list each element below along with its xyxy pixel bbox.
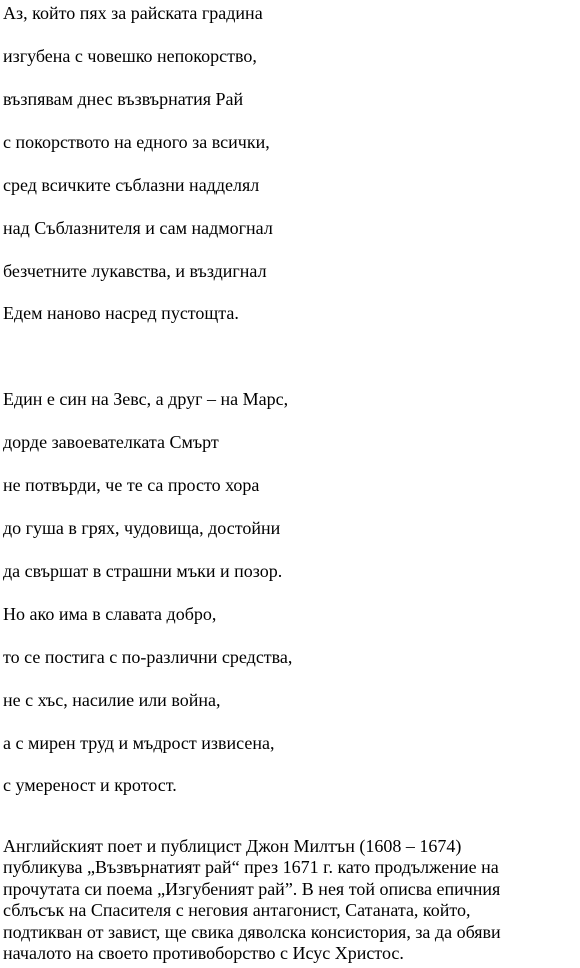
poem-line: изгубена с човешко непокорство, <box>3 46 257 66</box>
poem-line: Аз, който пях за райската градина <box>3 3 263 23</box>
prose-line: подтикван от завист, ще свика дяволска консистория, за да обяви <box>3 921 501 942</box>
prose-line: началото на своето противоборство с Исус Христос. <box>3 943 404 964</box>
poem-line: възпявам днес възвърнатия Рай <box>3 89 244 109</box>
poem-line: с умереност и кротост. <box>3 775 177 795</box>
poem-line: Но ако има в славата добро, <box>3 604 217 624</box>
poem-line: а с мирен труд и мъдрост извисена, <box>3 733 275 753</box>
poem-line: до гуша в грях, чудовища, достойни <box>3 518 281 538</box>
prose-paragraph <box>3 836 575 964</box>
prose-line: прочутата си поема „Изгубеният рай”. В нея той описва епичния <box>3 878 501 899</box>
poem-line: то се постига с по-различни средства, <box>3 647 293 667</box>
prose-line: Английският поет и публицист Джон Милтън (1608 – 1674) <box>3 836 462 856</box>
poem-line: с покорството на едного за всички, <box>3 132 270 152</box>
prose-line: сблъсък на Спасителя с неговия антагонист, Сатаната, който, <box>3 900 471 921</box>
poem-line: не потвърди, че те са просто хора <box>3 475 260 495</box>
poem-line: сред всичките съблазни надделял <box>3 175 260 195</box>
poem-line: дорде завоевателката Смърт <box>3 432 219 452</box>
poem-line: да свършат в страшни мъки и позор. <box>3 561 283 581</box>
poem-line: над Съблазнителя и сам надмогнал <box>3 218 273 238</box>
poem-line: безчетните лукавства, и въздигнал <box>3 261 267 281</box>
prose-line: публикува „Възвърнатият рай“ през 1671 г. като продължение на <box>3 857 499 878</box>
poem-line: Едем наново насред пустощта. <box>3 303 239 323</box>
poem-line: не с хъс, насилие или война, <box>3 690 221 710</box>
poem-line: Един е син на Зевс, а друг – на Марс, <box>3 389 289 409</box>
